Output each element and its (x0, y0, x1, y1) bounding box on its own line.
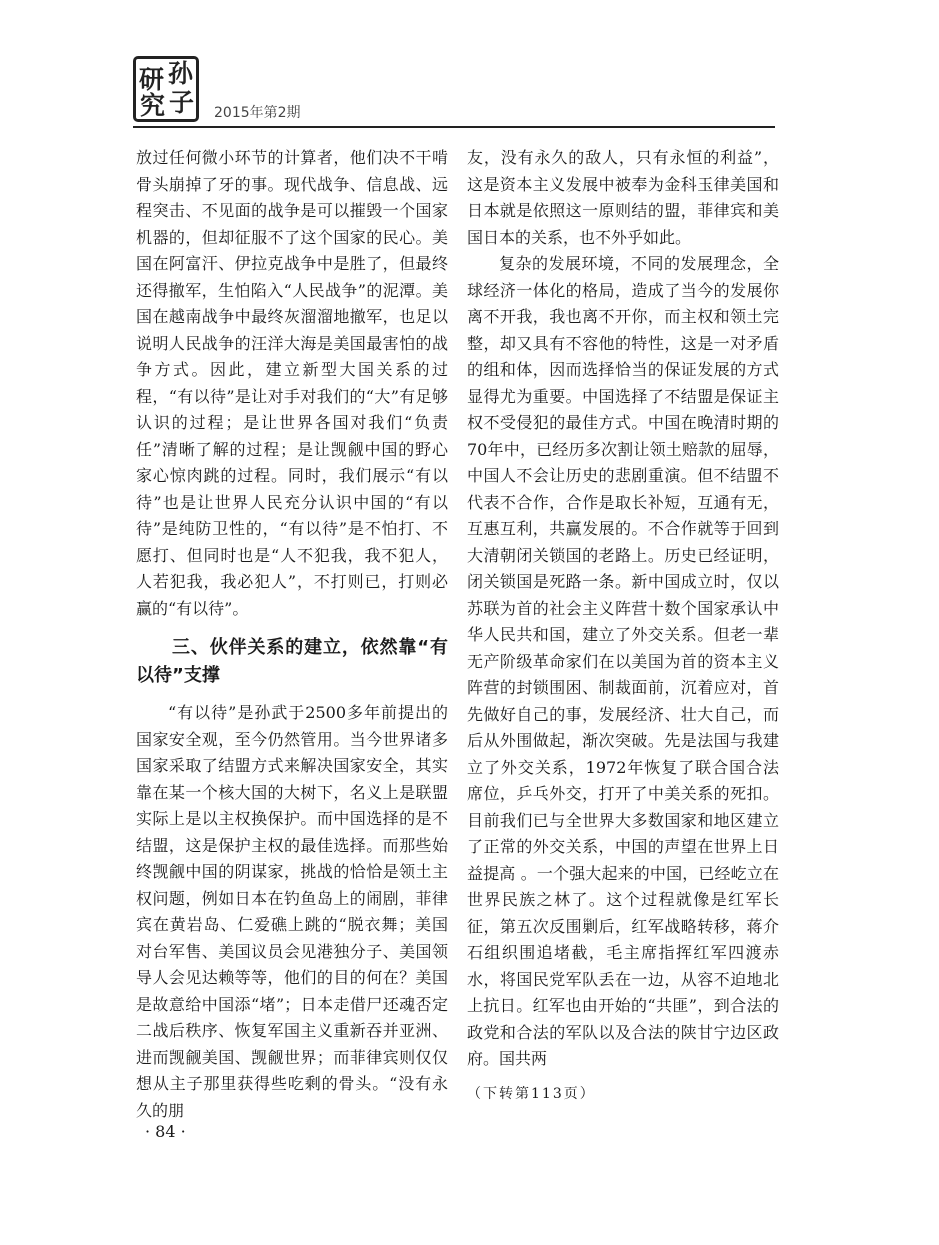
body-paragraph: 复杂的发展环境，不同的发展理念，全球经济一体化的格局，造成了当今的发展你离不开我，我也离不开你，而主权和领土完整，却又具有不容他的特性，这是一对矛盾的组和体，因而选择恰当的保证发展的方式显得尤为重要。中国选择了不结盟是保证主权不受侵犯的最佳方式。中国在晚清时期的70年中，已经历多次割让领土赔款的屈辱，中国人不会让历史的悲剧重演。但不结盟不代表不合作，合作是取长补短，互通有无，互惠互利，共赢发展的。不合作就等于回到大清朝闭关锁国的老路上。历史已经证明，闭关锁国是死路一条。新中国成立时，仅以苏联为首的社会主义阵营十数个国家承认中华人民共和国，建立了外交关系。但老一辈无产阶级革命家们在以美国为首的资本主义阵营的封锁围困、制裁面前，沉着应对，首先做好自己的事，发展经济、壮大自己，而后从外围做起，渐次突破。先是法国与我建立了外交关系，1972年恢复了联合国合法席位，乒乓外交，打开了中美关系的死扣。目前我们已与全世界大多数国家和地区建立了正常的外交关系，中国的声望在世界上日益提高 。一个强大起来的中国，已经屹立在世界民族之林了。这个过程就像是红军长征，第五次反围剿后，红军战略转移，蒋介石组织围追堵截，毛主席指挥红军四渡赤水，将国民党军队丢在一边，从容不迫地北上抗日。红军也由开始的“共匪”，到合法的政党和合法的军队以及合法的陕甘宁边区政府。国共两 (467, 254, 779, 1068)
journal-header (133, 52, 773, 127)
page-number: · 84 · (145, 1122, 186, 1141)
right-column (467, 145, 779, 1107)
header-rule (133, 126, 775, 128)
left-column (136, 145, 448, 1124)
section-heading: 三、伙伴关系的建立，依然靠“有以待”支撑 (136, 637, 448, 686)
logo-char: 孙 (168, 59, 194, 88)
body-paragraph: 放过任何微小环节的计算者，他们决不干啃骨头崩掉了牙的事。现代战争、信息战、远程突击、不见面的战争是可以摧毁一个国家机器的，但却征服不了这个国家的民心。美国在阿富汗、伊拉克战争中是胜了，但最终还得撤军，生怕陷入“人民战争”的泥潭。美国在越南战争中最终灰溜溜地撤军，也足以说明人民战争的汪洋大海是美国最害怕的战争方式。因此，建立新型大国关系的过程，“有以待”是让对手对我们的“大”有足够认识的过程；是让世界各国对我们“负责任”清晰了解的过程；是让觊觎中国的野心家心惊肉跳的过程。同时，我们展示“有以待”也是让世界人民充分认识中国的“有以待”是纯防卫性的，“有以待”是不怕打、不愿打、但同时也是“人不犯我，我不犯人，人若犯我，我必犯人”，不打则已，打则必赢的“有以待”。 (136, 148, 448, 618)
body-paragraph: “有以待”是孙武于2500多年前提出的国家安全观，至今仍然管用。当今世界诸多国家采取了结盟方式来解决国家安全，其实靠在某一个核大国的大树下，名义上是联盟实际上是以主权换保护。而中国选择的是不结盟，这是保护主权的最佳选择。而那些始终觊觎中国的阴谋家，挑战的恰恰是领土主权问题，例如日本在钓鱼岛上的闹剧，菲律宾在黄岩岛、仁爱礁上跳的“脱衣舞；美国对台军售、美国议员会见港独分子、美国领导人会见达赖等等，他们的目的何在？美国是故意给中国添“堵”；日本走借尸还魂否定二战后秩序、恢复军国主义重新吞并亚洲、进而觊觎美国、觊觎世界；而菲律宾则仅仅想从主子那里获得些吃剩的骨头。“没有永久的朋 (136, 703, 448, 1120)
logo-char: 研 (139, 65, 165, 94)
body-paragraph: 友，没有永久的敌人，只有永恒的利益”，这是资本主义发展中被奉为金科玉律美国和日本就是依照这一原则结的盟，菲律宾和美国日本的关系，也不外乎如此。 (467, 148, 779, 247)
issue-label: 2015年第2期 (214, 105, 301, 121)
journal-logo (133, 56, 199, 122)
logo-char: 究 (140, 91, 166, 120)
logo-char: 子 (169, 88, 195, 117)
continued-note: （下转第113页） (467, 1085, 596, 1102)
